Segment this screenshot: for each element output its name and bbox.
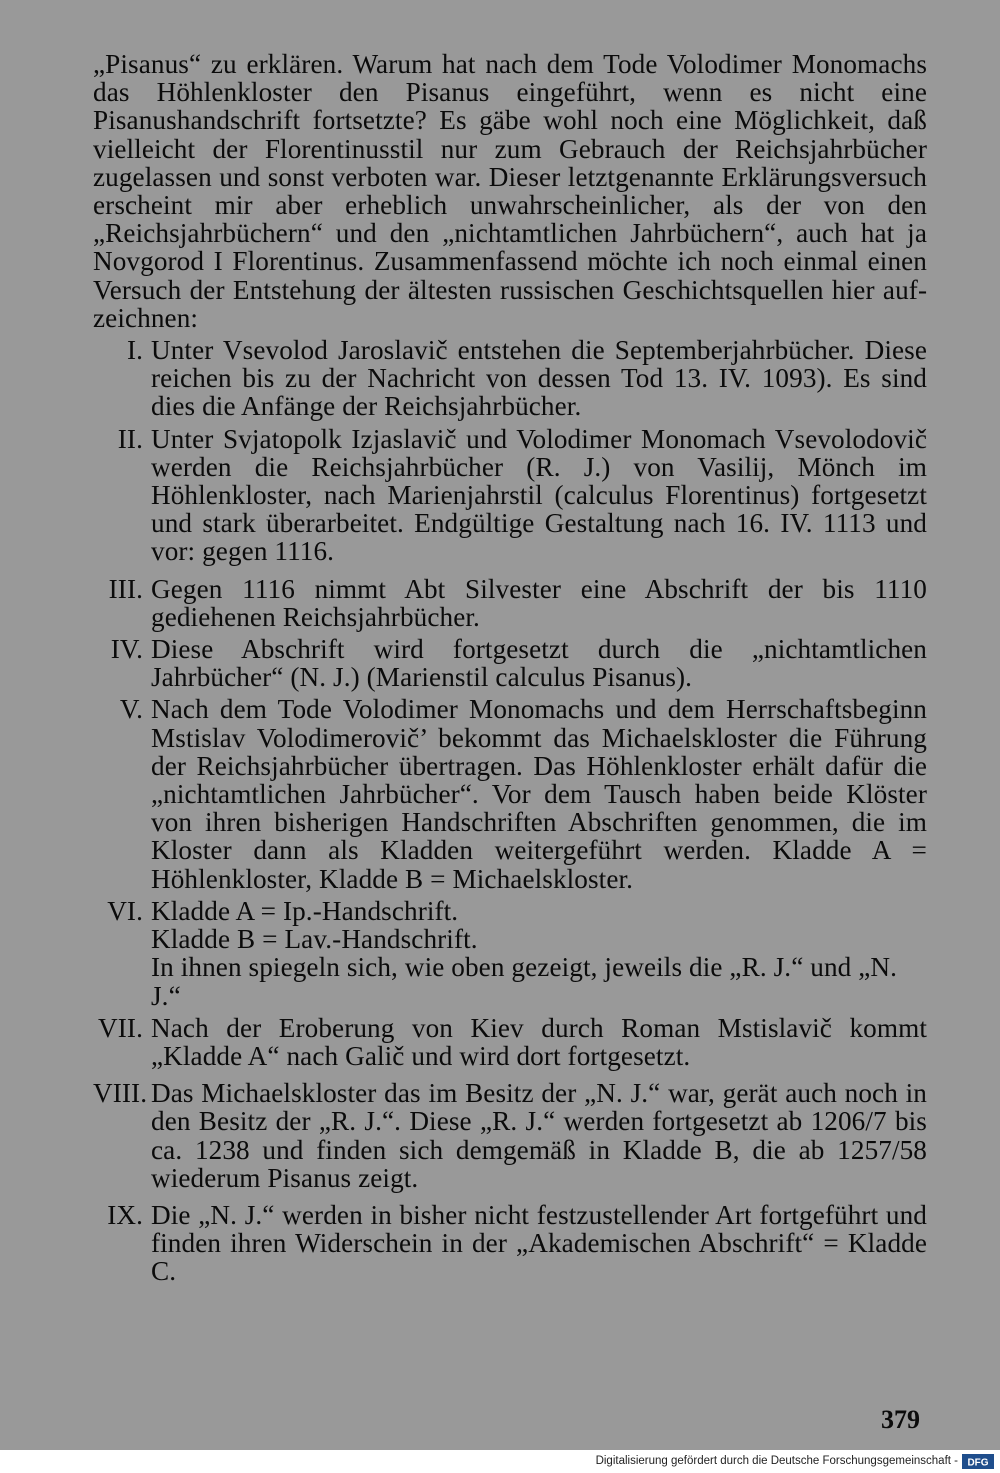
digitization-footer (0, 1450, 1000, 1473)
list-item-line: Kladde A = Ip.-Handschrift. (151, 895, 459, 926)
list-item (93, 425, 927, 566)
intro-paragraph: „Pisanus“ zu erklären. Warum hat nach dem Tode Volodimer Monomachs das Höhlenkloster den Pisanus eingeführt, wenn es nicht eine Pisanushandschrift fortsetzte? Es gäbe wohl noch eine Möglichkeit, daß vielleicht der Florentinusstil nur zum Gebrauch der Reichsjahrbücher zugelassen und sonst verboten war. Dieser letztgenannte Erklärungsversuch erscheint mir aber erheblich unwahrscheinlicher, als der von den „Reichsjahrbüchern“ und den „nichtamtlichen Jahrbüchern“, auch hat ja Novgorod I Florentinus. Zusammenfassend möchte ich noch einmal einen Versuch der Entstehung der ältesten russischen Geschichtsquellen hier aufzeichnen: (93, 49, 927, 333)
list-item-text: Die „N. J.“ werden in bisher nicht festzustellender Art fortgeführt und finden ihren Widerschein in der „Akademischen Abschrift“ = Kladde C. (151, 1199, 927, 1287)
list-numeral: I. (126, 335, 143, 366)
list-numeral: II. (117, 423, 143, 454)
list-item (93, 635, 927, 691)
list-item-text: Unter Vsevolod Jaroslavič entstehen die Septemberjahrbücher. Diese reichen bis zu der Nachricht von dessen Tod 13. IV. 1093). Es sind dies die Anfänge der Reichsjahrbücher. (151, 335, 927, 422)
list-item (93, 695, 927, 892)
dfg-logo-text: DFG (967, 1457, 989, 1469)
page-number: 379 (881, 1405, 920, 1434)
numbered-list (93, 336, 927, 1286)
list-item (93, 897, 927, 1010)
list-numeral: V. (119, 694, 143, 725)
list-item (93, 1201, 927, 1286)
list-item-text: Unter Svjatopolk Izjaslavič und Volodimer Monomach Vsevolodovič werden die Reichsjahrbücher (R. J.) von Vasilij, Mönch im Höhlenkloster, nach Marienjahrstil (calculus Florentinus) fortgesetzt und stark überarbeitet. Endgültige Gestaltung nach 16. IV. 1113 und vor: gegen 1116. (151, 423, 927, 567)
list-numeral: IX. (107, 1199, 143, 1230)
list-item (93, 575, 927, 631)
list-numeral: VII. (98, 1012, 143, 1043)
list-item-text: Diese Abschrift wird fortgesetzt durch die „nichtamtlichen Jahrbücher“ (N. J.) (Marienstil calculus Pisanus). (151, 634, 927, 693)
list-item-text (151, 897, 927, 1010)
list-item-line: Kladde B = Lav.-Handschrift. (151, 924, 478, 955)
list-item-text: Das Michaelskloster das im Besitz der „N. J.“ war, gerät auch noch in den Besitz der „R. J.“. Diese „R. J.“ werden fortgesetzt ab 1206/7 bis ca. 1238 und finden sich demgemäß in Kladde B, die ab 1257/58 wiederum Pisanus zeigt. (151, 1078, 927, 1193)
list-numeral: VIII. (93, 1078, 148, 1109)
list-item-line: In ihnen spiegeln sich, wie oben gezeigt, jeweils die „R. J.“ und „N. J.“ (151, 952, 898, 1011)
list-item-text: Nach dem Tode Volodimer Monomachs und dem Herrschaftsbeginn Mstislav Volodimerovič’ bekommt das Michaelskloster die Führung der Reichsjahrbücher übertragen. Das Höhlenkloster erhält dafür die „nichtamtlichen Jahrbücher“. Vor dem Tausch haben beide Klöster von ihren bisherigen Handschriften Abschriften genommen, die im Kloster dann als Kladden weitergeführt werden. Kladde A = Höhlenkloster, Kladde B = Michaelskloster. (151, 694, 927, 894)
funding-credit: Digitalisierung gefördert durch die Deutsche Forschungsgemeinschaft - (595, 1455, 958, 1467)
list-numeral: III. (108, 573, 143, 604)
list-item-text: Gegen 1116 nimmt Abt Silvester eine Abschrift der bis 1110 gediehenen Reichsjahrbücher. (151, 573, 927, 632)
list-numeral: IV. (110, 634, 143, 665)
list-item-text: Nach der Eroberung von Kiev durch Roman Mstislavič kommt „Kladde A“ nach Galič und wird dort fortgesetzt. (151, 1012, 927, 1071)
page-body (93, 50, 927, 1286)
dfg-logo-icon (962, 1454, 994, 1469)
list-item (93, 1014, 927, 1070)
list-item (93, 336, 927, 421)
list-item (93, 1079, 927, 1192)
list-numeral: VI. (107, 895, 143, 926)
